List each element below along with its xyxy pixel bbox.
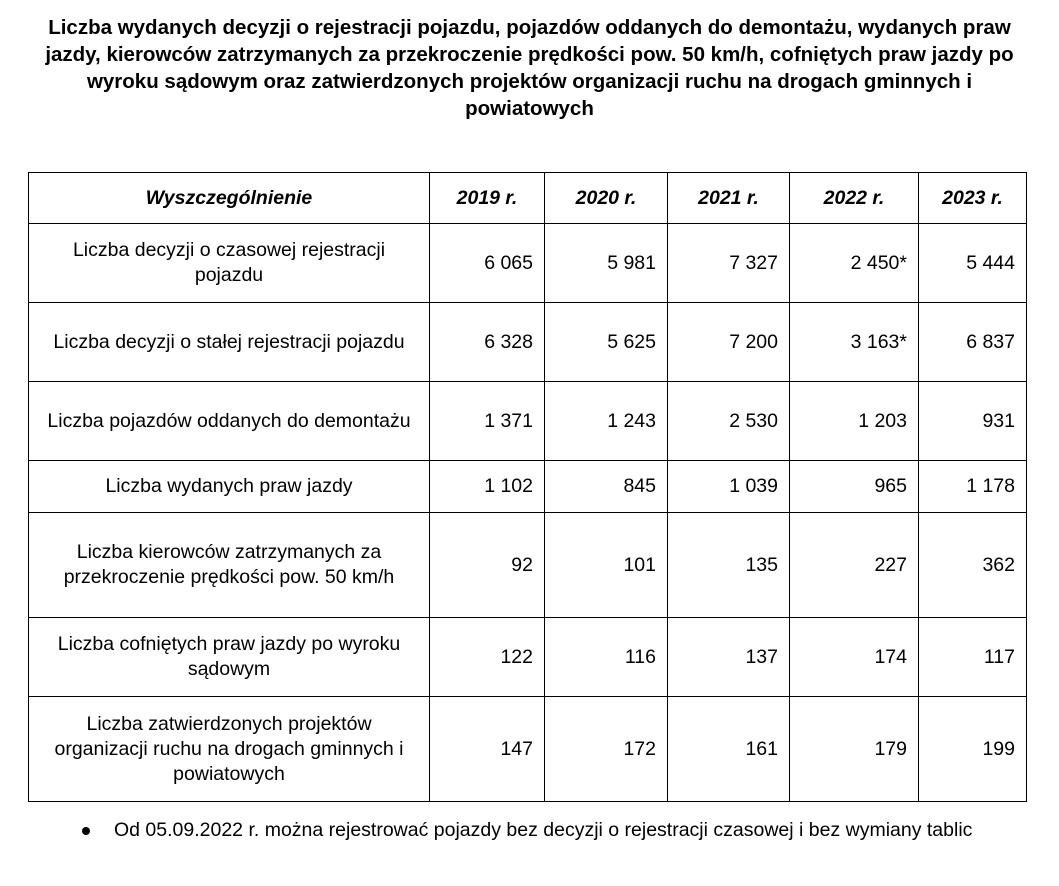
cell-2023: 199 xyxy=(919,697,1027,802)
cell-2020: 845 xyxy=(545,461,668,513)
table-row xyxy=(29,697,1027,802)
table-header-row xyxy=(29,173,1027,224)
cell-2022: 965 xyxy=(790,461,919,513)
row-label: Liczba wydanych praw jazdy xyxy=(29,461,430,513)
cell-2022: 2 450* xyxy=(790,224,919,303)
cell-2023: 117 xyxy=(919,618,1027,697)
column-header-2022: 2022 r. xyxy=(790,173,919,224)
footnote-text: Od 05.09.2022 r. można rejestrować pojazdy bez decyzji o rejestracji czasowej i bez wymiany tablic xyxy=(114,819,973,841)
table-row xyxy=(29,461,1027,513)
table-row xyxy=(29,224,1027,303)
statistics-table xyxy=(28,172,1027,802)
row-label: Liczba pojazdów oddanych do demontażu xyxy=(29,382,430,461)
cell-2019: 122 xyxy=(430,618,545,697)
cell-2019: 1 102 xyxy=(430,461,545,513)
cell-2023: 931 xyxy=(919,382,1027,461)
row-label: Liczba cofniętych praw jazdy po wyroku sądowym xyxy=(29,618,430,697)
bullet-icon xyxy=(82,827,90,835)
cell-2021: 137 xyxy=(668,618,790,697)
cell-2022: 179 xyxy=(790,697,919,802)
cell-2020: 116 xyxy=(545,618,668,697)
cell-2021: 1 039 xyxy=(668,461,790,513)
cell-2020: 1 243 xyxy=(545,382,668,461)
cell-2019: 6 065 xyxy=(430,224,545,303)
table-row xyxy=(29,382,1027,461)
cell-2019: 1 371 xyxy=(430,382,545,461)
cell-2019: 92 xyxy=(430,513,545,618)
cell-2020: 5 981 xyxy=(545,224,668,303)
cell-2021: 161 xyxy=(668,697,790,802)
table-row xyxy=(29,513,1027,618)
table-row xyxy=(29,618,1027,697)
row-label: Liczba zatwierdzonych projektów organizacji ruchu na drogach gminnych i powiatowych xyxy=(29,697,430,802)
cell-2023: 6 837 xyxy=(919,303,1027,382)
column-header-2023: 2023 r. xyxy=(919,173,1027,224)
cell-2022: 174 xyxy=(790,618,919,697)
footnote-list xyxy=(82,818,982,843)
document-title: Liczba wydanych decyzji o rejestracji pojazdu, pojazdów oddanych do demontażu, wydanych praw jazdy, kierowców zatrzymanych za przekroczenie prędkości pow. 50 km/h, cofniętych praw jazdy po wyroku sądowym oraz zatwierdzonych projektów organizacji ruchu na drogach gminnych i powiatowych xyxy=(45,16,1014,120)
cell-2021: 7 327 xyxy=(668,224,790,303)
row-label: Liczba decyzji o stałej rejestracji pojazdu xyxy=(29,303,430,382)
cell-2020: 172 xyxy=(545,697,668,802)
row-label: Liczba kierowców zatrzymanych za przekroczenie prędkości pow. 50 km/h xyxy=(29,513,430,618)
cell-2021: 135 xyxy=(668,513,790,618)
column-header-description: Wyszczególnienie xyxy=(29,173,430,224)
footnote-item xyxy=(82,818,982,843)
cell-2023: 362 xyxy=(919,513,1027,618)
column-header-2021: 2021 r. xyxy=(668,173,790,224)
cell-2023: 5 444 xyxy=(919,224,1027,303)
cell-2021: 2 530 xyxy=(668,382,790,461)
cell-2020: 101 xyxy=(545,513,668,618)
cell-2022: 3 163* xyxy=(790,303,919,382)
cell-2019: 147 xyxy=(430,697,545,802)
column-header-2019: 2019 r. xyxy=(430,173,545,224)
cell-2021: 7 200 xyxy=(668,303,790,382)
table-row xyxy=(29,303,1027,382)
cell-2019: 6 328 xyxy=(430,303,545,382)
cell-2020: 5 625 xyxy=(545,303,668,382)
cell-2022: 1 203 xyxy=(790,382,919,461)
cell-2022: 227 xyxy=(790,513,919,618)
cell-2023: 1 178 xyxy=(919,461,1027,513)
row-label: Liczba decyzji o czasowej rejestracji pojazdu xyxy=(29,224,430,303)
column-header-2020: 2020 r. xyxy=(545,173,668,224)
